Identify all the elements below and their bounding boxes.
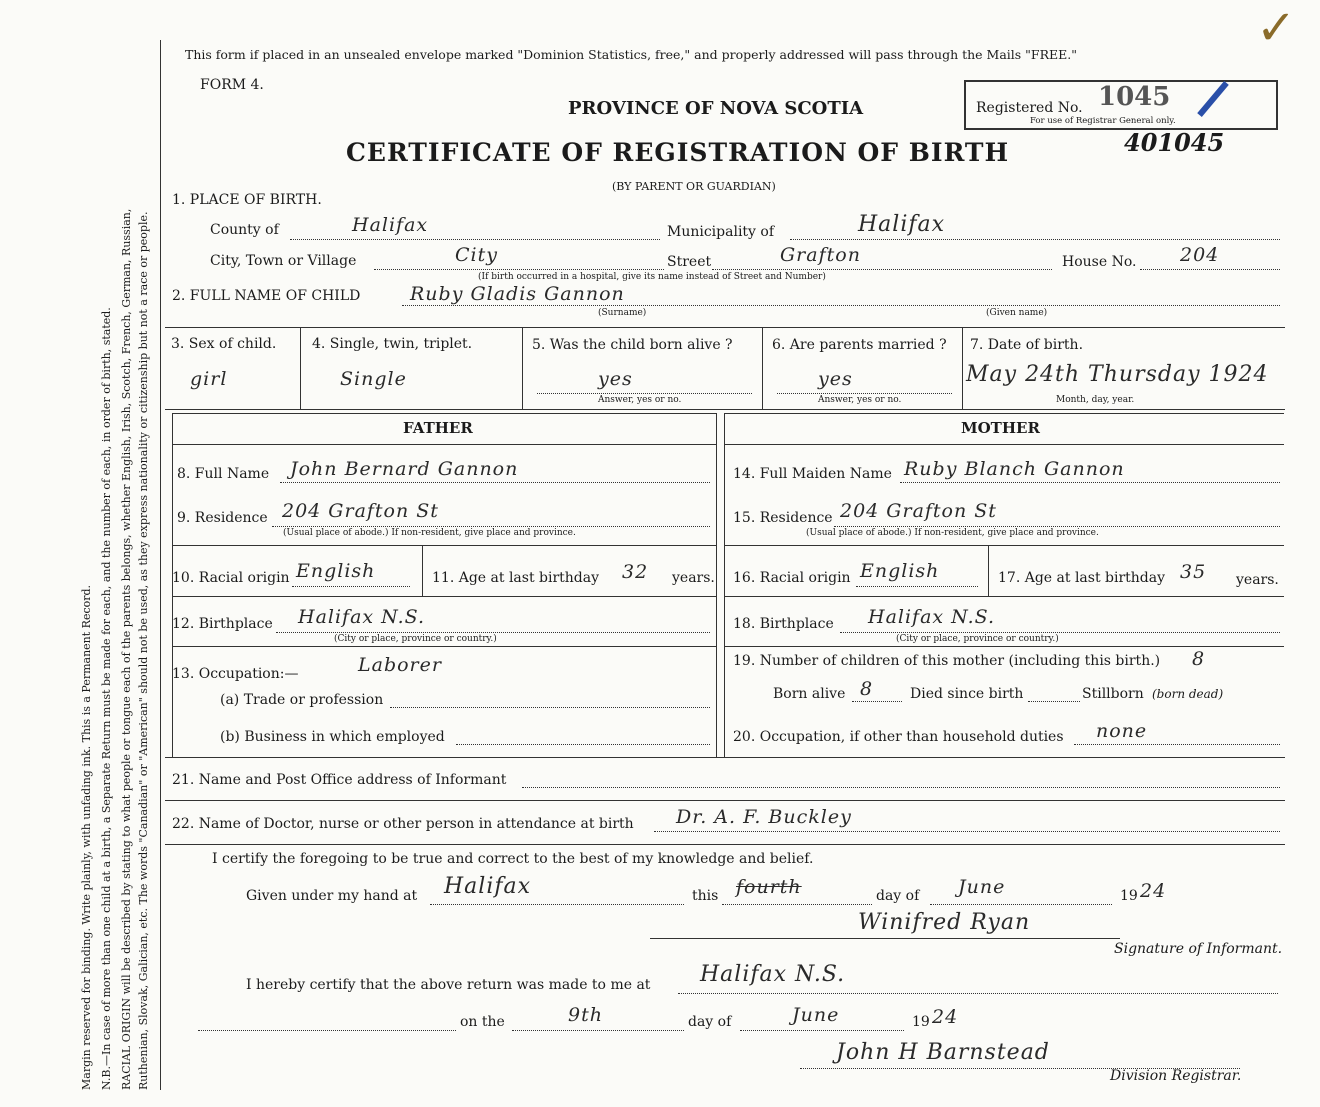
city-value: City	[455, 244, 498, 266]
mother-children-label: 19. Number of children of this mother (including this birth.)	[733, 653, 1161, 669]
dob-value: May 24th Thursday 1924	[966, 362, 1269, 387]
this-day-value: fourth	[736, 876, 802, 898]
given-label: Given under my hand at	[246, 888, 418, 904]
mother-years: years.	[1236, 572, 1279, 588]
street-value: Grafton	[780, 244, 861, 266]
doctor-value: Dr. A. F. Buckley	[676, 806, 852, 828]
form-left-border	[160, 40, 161, 1090]
born-alive-value: 8	[860, 678, 874, 700]
margin-note-4: Ruthenian, Slovak, Galician, etc. The words "Canadian" or "American" should not be used, as they express nationality or citizenship but not a race or people.	[137, 211, 150, 1090]
hospital-note: (If birth occurred in a hospital, give its name instead of Street and Number)	[478, 272, 826, 282]
mother-residence-value: 204 Grafton St	[840, 500, 997, 522]
mother-occupation-label: 20. Occupation, if other than household duties	[733, 729, 1064, 745]
father-race-value: English	[296, 560, 376, 582]
registrar-year-prefix: 19	[912, 1014, 930, 1030]
registrar-statement: I hereby certify that the above return was made to me at	[246, 977, 651, 993]
sex-value: girl	[190, 368, 228, 390]
stillborn-note: (born dead)	[1152, 687, 1224, 701]
father-years: years.	[672, 570, 715, 586]
father-trade-label: (a) Trade or profession	[220, 692, 384, 708]
mother-heading: MOTHER	[961, 419, 1040, 437]
mother-race-label: 16. Racial origin	[733, 570, 851, 586]
mother-age-label: 17. Age at last birthday	[998, 570, 1166, 586]
father-birthplace-value: Halifax N.S.	[298, 606, 425, 628]
given-place-value: Halifax	[444, 874, 532, 899]
alive-value: yes	[598, 368, 633, 390]
mother-residence-label: 15. Residence	[733, 510, 833, 526]
mother-abode-note: (Usual place of abode.) If non-resident, give place and province.	[806, 528, 1099, 538]
house-value: 204	[1180, 244, 1220, 266]
alive-label: 5. Was the child born alive ?	[532, 337, 733, 353]
given-month-value: June	[958, 876, 1006, 898]
alive-note: Answer, yes or no.	[598, 395, 682, 405]
father-name-label: 8. Full Name	[177, 466, 270, 482]
stillborn-label: Stillborn	[1082, 686, 1144, 702]
father-name-value: John Bernard Gannon	[290, 458, 519, 480]
father-business-label: (b) Business in which employed	[220, 729, 445, 745]
registered-label: Registered No.	[976, 100, 1083, 116]
informant-signature: Winifred Ryan	[858, 910, 1031, 935]
registered-number: 1045	[1098, 82, 1171, 112]
given-name-note: (Given name)	[986, 308, 1048, 318]
province-heading: PROVINCE OF NOVA SCOTIA	[568, 98, 864, 119]
mother-name-label: 14. Full Maiden Name	[733, 466, 892, 482]
dob-label: 7. Date of birth.	[970, 337, 1084, 353]
mother-birthplace-label: 18. Birthplace	[733, 616, 834, 632]
city-label: City, Town or Village	[210, 253, 357, 269]
father-age-value: 32	[622, 561, 649, 583]
born-alive-label: Born alive	[773, 686, 846, 702]
municipality-value: Halifax	[858, 212, 946, 237]
registrar-year-suffix: 24	[932, 1006, 959, 1028]
father-race-label: 10. Racial origin	[172, 570, 290, 586]
registrar-note: For use of Registrar General only.	[1030, 116, 1176, 126]
child-name-value: Ruby Gladis Gannon	[410, 283, 625, 305]
father-birthplace-note: (City or place, province or country.)	[334, 634, 497, 644]
mother-race-value: English	[860, 560, 940, 582]
dob-note: Month, day, year.	[1056, 395, 1135, 405]
child-name-label: 2. FULL NAME OF CHILD	[172, 288, 361, 304]
house-label: House No.	[1062, 254, 1137, 270]
county-label: County of	[210, 222, 279, 238]
father-abode-note: (Usual place of abode.) If non-resident, give place and province.	[283, 528, 576, 538]
day-of-label: day of	[876, 888, 920, 904]
registrar-day-value: 9th	[568, 1004, 603, 1026]
margin-note-1: Margin reserved for binding. Write plainly, with unfading ink. This is a Permanent Record.	[80, 584, 93, 1090]
plurality-label: 4. Single, twin, triplet.	[312, 336, 473, 352]
registrar-month-value: June	[792, 1004, 840, 1026]
this-label: this	[692, 888, 719, 904]
certify-statement: I certify the foregoing to be true and correct to the best of my knowledge and belief.	[212, 851, 814, 867]
municipality-label: Municipality of	[667, 224, 775, 240]
street-label: Street	[667, 254, 712, 270]
form-number: FORM 4.	[200, 77, 264, 93]
informant-label: 21. Name and Post Office address of Informant	[172, 772, 507, 788]
plurality-value: Single	[340, 368, 407, 390]
father-residence-label: 9. Residence	[177, 510, 268, 526]
mother-birthplace-value: Halifax N.S.	[868, 606, 995, 628]
registrar-signature: John H Barnstead	[836, 1040, 1050, 1065]
registrar-caption: Division Registrar.	[1110, 1068, 1242, 1084]
father-birthplace-label: 12. Birthplace	[172, 616, 273, 632]
surname-note: (Surname)	[598, 308, 647, 318]
given-year-suffix: 24	[1140, 880, 1167, 902]
married-label: 6. Are parents married ?	[772, 337, 947, 353]
margin-note-3: RACIAL ORIGIN will be described by stating to what people or tongue each of the parents belongs, whether English, Irish, Scotch, French, German, Russian,	[120, 208, 133, 1090]
registrar-day-of-label: day of	[688, 1014, 732, 1030]
page-title: CERTIFICATE OF REGISTRATION OF BIRTH	[346, 138, 1010, 167]
sex-label: 3. Sex of child.	[171, 336, 277, 352]
registrar-place-value: Halifax N.S.	[700, 962, 846, 987]
signature-caption: Signature of Informant.	[1114, 941, 1283, 957]
father-residence-value: 204 Grafton St	[282, 500, 439, 522]
mail-notice: This form if placed in an unsealed envelope marked "Dominion Statistics, free," and properly addressed will pass through the Mails "FREE."	[185, 47, 1077, 62]
father-occupation-value: Laborer	[358, 654, 442, 676]
married-note: Answer, yes or no.	[818, 395, 902, 405]
mother-birthplace-note: (City or place, province or country.)	[896, 634, 1059, 644]
father-heading: FATHER	[403, 419, 473, 437]
mother-name-value: Ruby Blanch Gannon	[904, 458, 1125, 480]
father-occupation-label: 13. Occupation:—	[172, 666, 299, 682]
doctor-label: 22. Name of Doctor, nurse or other person in attendance at birth	[172, 816, 634, 832]
pencil-check-mark: ✓	[1256, 0, 1297, 56]
died-label: Died since birth	[910, 686, 1024, 702]
mother-children-value: 8	[1192, 648, 1206, 670]
mother-occupation-value: none	[1096, 720, 1148, 742]
given-year-prefix: 19	[1120, 888, 1138, 904]
mother-age-value: 35	[1180, 561, 1207, 583]
county-value: Halifax	[352, 214, 429, 236]
registered-box	[964, 80, 1278, 130]
father-age-label: 11. Age at last birthday	[432, 570, 600, 586]
married-value: yes	[818, 368, 853, 390]
handwritten-number: 401045	[1124, 128, 1225, 157]
place-heading: 1. PLACE OF BIRTH.	[172, 192, 322, 208]
page-subtitle: (BY PARENT OR GUARDIAN)	[612, 180, 776, 193]
on-the-label: on the	[460, 1014, 505, 1030]
margin-note-2: N.B.—In case of more than one child at a birth, a Separate Return must be made for each, and the number of each, in order of birth, stated.	[100, 307, 113, 1090]
